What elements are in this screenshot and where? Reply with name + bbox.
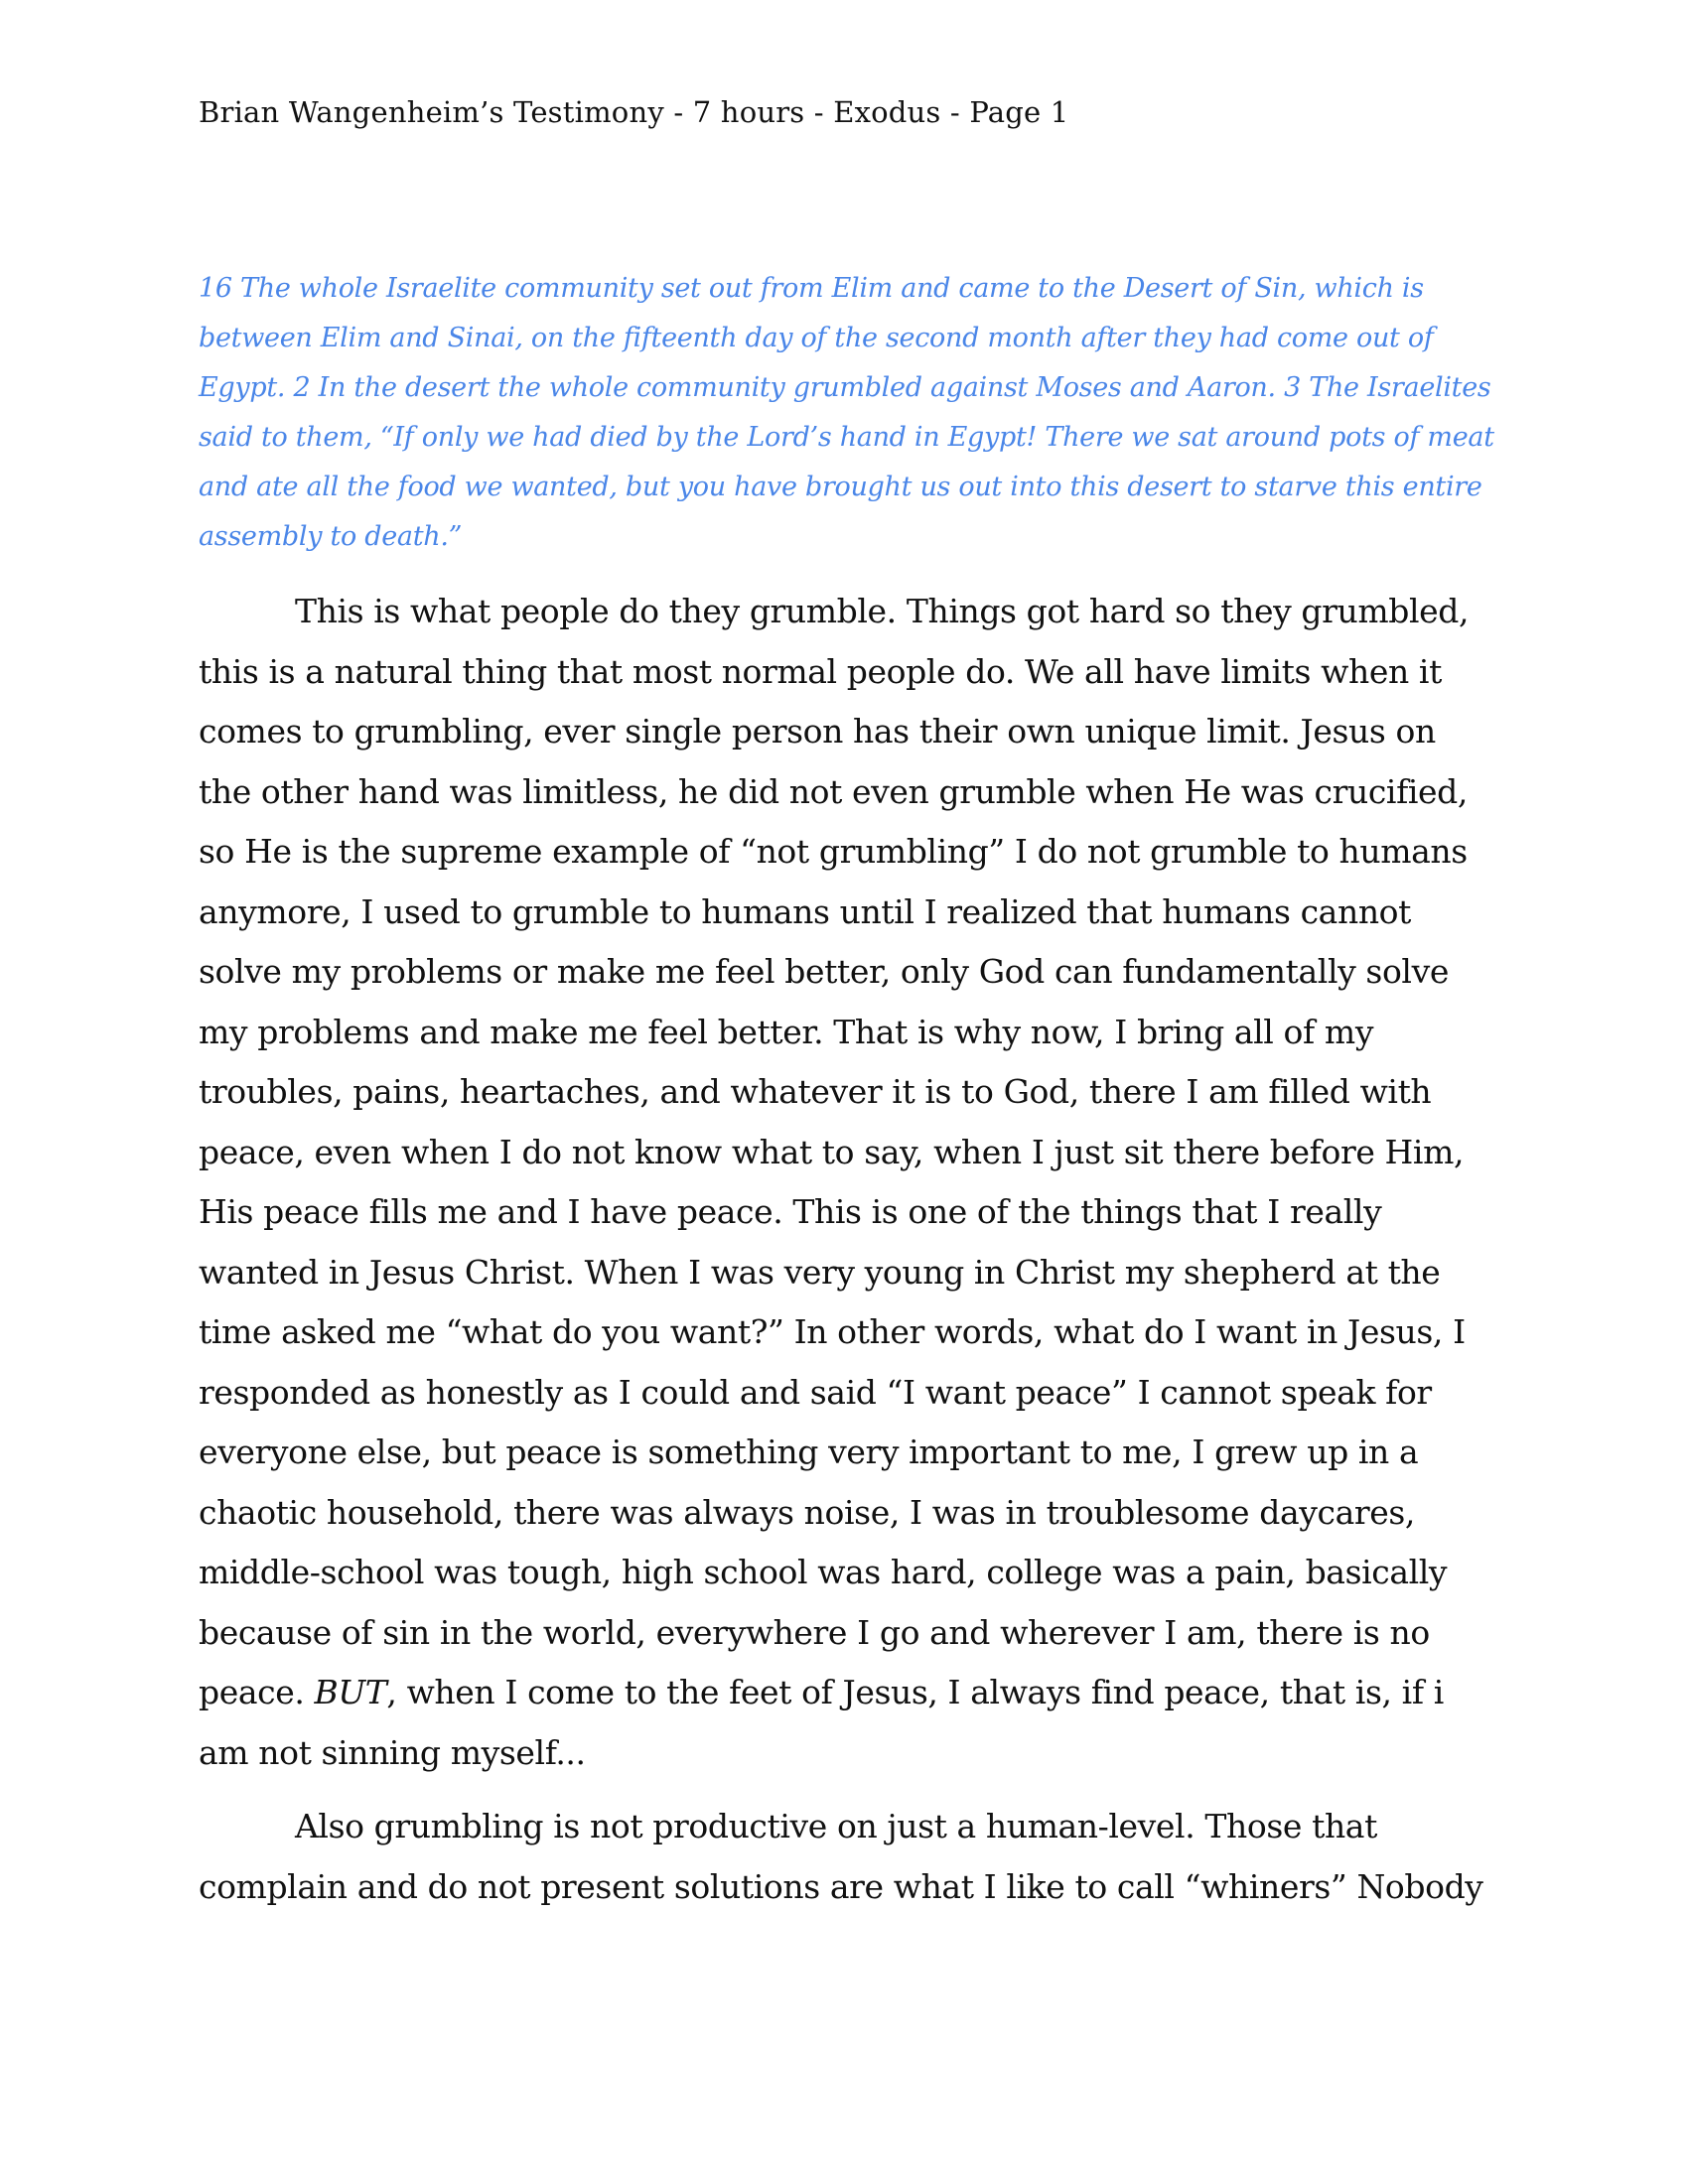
- paragraph-line: so He is the supreme example of “not grumbling” I do not grumble to humans: [199, 832, 1468, 871]
- scripture-line: between Elim and Sinai, on the fifteenth day of the second month after they had come out of: [199, 323, 1434, 353]
- paragraph-1: [199, 582, 1509, 1783]
- page-header: Brian Wangenheim’s Testimony - 7 hours - Exodus - Page 1: [199, 95, 1069, 129]
- scripture-line: 16 The whole Israelite community set out from Elim and came to the Desert of Sin, which is: [199, 273, 1424, 304]
- paragraph-line: comes to grumbling, ever single person has their own unique limit. Jesus on: [199, 712, 1436, 751]
- line-text: peace.: [199, 1673, 315, 1711]
- emphasis-text: BUT: [314, 1673, 387, 1711]
- paragraph-line: His peace fills me and I have peace. This is one of the things that I really: [199, 1192, 1382, 1231]
- paragraph-line: this is a natural thing that most normal people do. We all have limits when it: [199, 651, 1442, 691]
- paragraph-line: solve my problems or make me feel better, only God can fundamentally solve: [199, 952, 1449, 991]
- paragraph-line: time asked me “what do you want?” In other words, what do I want in Jesus, I: [199, 1312, 1466, 1351]
- paragraph-line: [199, 1663, 1509, 1723]
- paragraph-line: responded as honestly as I could and said “I want peace” I cannot speak for: [199, 1372, 1432, 1412]
- paragraph-line: complain and do not present solutions are what I like to call “whiners” Nobody: [199, 1866, 1483, 1906]
- paragraph-line: the other hand was limitless, he did not even grumble when He was crucified,: [199, 771, 1468, 811]
- paragraph-line: am not sinning myself...: [199, 1732, 586, 1772]
- paragraph-line: my problems and make me feel better. That is why now, I bring all of my: [199, 1012, 1374, 1051]
- paragraph-line: peace, even when I do not know what to say, when I just sit there before Him,: [199, 1132, 1465, 1171]
- paragraph-line: Also grumbling is not productive on just a human-level. Those that: [295, 1807, 1377, 1845]
- paragraph-line: because of sin in the world, everywhere I go and wherever I am, there is no: [199, 1612, 1430, 1652]
- paragraph-line: everyone else, but peace is something very important to me, I grew up in a: [199, 1433, 1419, 1471]
- paragraph-line: anymore, I used to grumble to humans until I realized that humans cannot: [199, 891, 1411, 931]
- line-text: , when I come to the feet of Jesus, I always find peace, that is, if i: [386, 1673, 1444, 1711]
- paragraph-2: [199, 1797, 1509, 1917]
- scripture-line: assembly to death.”: [199, 521, 463, 552]
- paragraph-line: troubles, pains, heartaches, and whatever it is to God, there I am filled with: [199, 1072, 1432, 1111]
- paragraph-line: middle-school was tough, high school was hard, college was a pain, basically: [199, 1553, 1448, 1591]
- scripture-line: said to them, “If only we had died by the Lord’s hand in Egypt! There we sat around pots of meat: [199, 422, 1494, 453]
- scripture-line: and ate all the food we wanted, but you have brought us out into this desert to starve this entire: [199, 472, 1482, 502]
- paragraph-line: This is what people do they grumble. Things got hard so they grumbled,: [295, 592, 1470, 630]
- scripture-passage: [199, 264, 1494, 562]
- paragraph-line: wanted in Jesus Christ. When I was very young in Christ my shepherd at the: [199, 1252, 1441, 1292]
- paragraph-line: chaotic household, there was always noise, I was in troublesome daycares,: [199, 1492, 1415, 1532]
- scripture-line: Egypt. 2 In the desert the whole community grumbled against Moses and Aaron. 3 The Israelites: [199, 372, 1491, 403]
